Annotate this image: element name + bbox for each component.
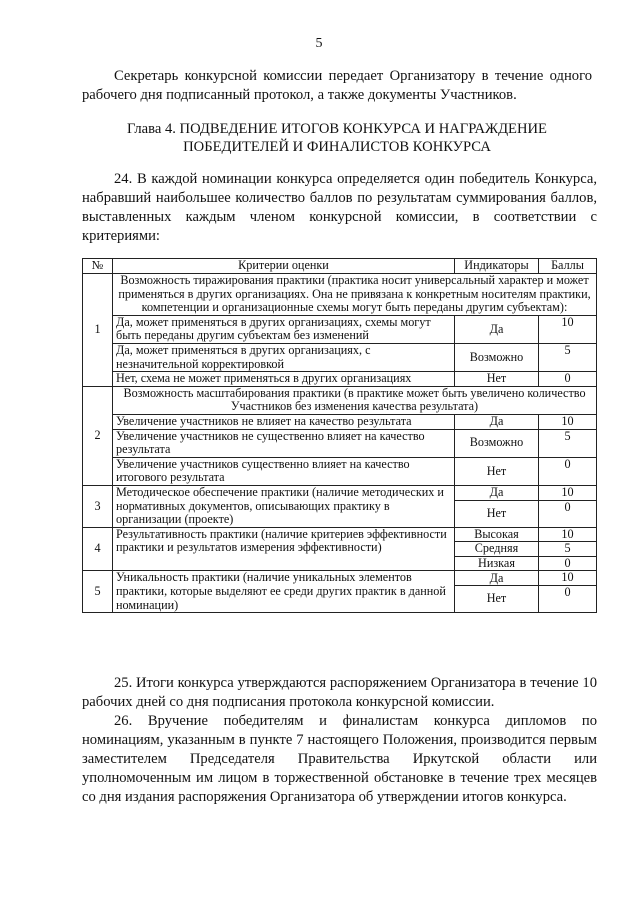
indicator-cell: Возможно	[455, 343, 539, 371]
table-header-row	[83, 259, 597, 274]
header-criteria: Критерии оценки	[113, 259, 455, 274]
criterion-text: Да, может применяться в других организациях, с незначительной корректировкой	[113, 343, 455, 371]
criterion-number: 2	[83, 386, 113, 485]
criterion-title: Возможность масштабирования практики (в практике может быть увеличено количество Участников без изменения качества результата)	[113, 386, 597, 414]
criterion-number: 3	[83, 485, 113, 527]
points-cell: 10	[539, 485, 597, 500]
table-row	[83, 343, 597, 371]
indicator-cell: Да	[455, 571, 539, 586]
points-cell: 10	[539, 414, 597, 429]
points-cell: 5	[539, 343, 597, 371]
points-cell: 0	[539, 500, 597, 527]
indicator-cell: Высокая	[455, 527, 539, 542]
table-row	[83, 372, 597, 387]
criterion-title: Возможность тиражирования практики (практика носит универсальный характер и может применяться в других организациях. Она не привязана к конкретным носителям практики, компетенции и организационные схемы могут быть переданы другим субъектам):	[113, 274, 597, 316]
chapter-heading	[82, 120, 592, 156]
points-cell: 10	[539, 571, 597, 586]
points-cell: 10	[539, 527, 597, 542]
points-cell: 0	[539, 586, 597, 613]
criterion-text: Методическое обеспечение практики (наличие методических и нормативных документов, описывающих практику в организации (проекте)	[113, 485, 455, 527]
table-row	[83, 315, 597, 343]
table-row	[83, 429, 597, 457]
points-cell: 0	[539, 556, 597, 571]
criterion-text: Увеличение участников существенно влияет на качество итогового результата	[113, 457, 455, 485]
intro-paragraph: Секретарь конкурсной комиссии передает Организатору в течение одного рабочего дня подписанный протокол, а также документы Участников.	[82, 68, 592, 103]
criterion-text: Увеличение участников не влияет на качество результата	[113, 414, 455, 429]
indicator-cell: Возможно	[455, 429, 539, 457]
indicator-cell: Да	[455, 485, 539, 500]
criterion-text: Увеличение участников не существенно влияет на качество результата	[113, 429, 455, 457]
paragraph-26: 26. Вручение победителям и финалистам конкурса дипломов по номинациям, указанным в пункте 7 настоящего Положения, производится первым заместителем Председателя Правительства Иркутской области или уполномоченным им лицом в торжественной обстановке в течение трех месяцев со дня издания распоряжения Организатора об утверждении итогов конкурса.	[82, 713, 597, 805]
points-cell: 0	[539, 457, 597, 485]
criterion-text: Результативность практики (наличие критериев эффективности практики и результатов измерения эффективности)	[113, 527, 455, 571]
indicator-cell: Нет	[455, 457, 539, 485]
points-cell: 10	[539, 315, 597, 343]
paragraph-25: 25. Итоги конкурса утверждаются распоряжением Организатора в течение 10 рабочих дней со дня подписания протокола конкурсной комиссии.	[82, 675, 597, 710]
paragraph-24: 24. В каждой номинации конкурса определяется один победитель Конкурса, набравший наибольшее количество баллов по результатам суммирования баллов, выставленных каждым членом конкурсной комиссии, в соответствии с критериями:	[82, 171, 597, 244]
criterion-number: 4	[83, 527, 113, 571]
table-row	[83, 274, 597, 316]
header-points: Баллы	[539, 259, 597, 274]
table-row	[83, 527, 597, 542]
table-row	[83, 386, 597, 414]
criterion-text: Нет, схема не может применяться в других организациях	[113, 372, 455, 387]
chapter-heading-line-1: Глава 4. ПОДВЕДЕНИЕ ИТОГОВ КОНКУРСА И НАГРАЖДЕНИЕ	[127, 121, 547, 137]
table-row	[83, 414, 597, 429]
page-number: 5	[315, 36, 323, 51]
chapter-heading-line-2: ПОБЕДИТЕЛЕЙ И ФИНАЛИСТОВ КОНКУРСА	[183, 139, 491, 155]
points-cell: 5	[539, 429, 597, 457]
criterion-number: 1	[83, 274, 113, 387]
table-row	[83, 457, 597, 485]
criterion-text: Уникальность практики (наличие уникальных элементов практики, которые выделяют ее среди других практик в данной номинации)	[113, 571, 455, 613]
indicator-cell: Нет	[455, 586, 539, 613]
criteria-table	[82, 258, 597, 613]
indicator-cell: Низкая	[455, 556, 539, 571]
indicator-cell: Да	[455, 414, 539, 429]
criterion-text: Да, может применяться в других организациях, схемы могут быть переданы другим субъектам без изменений	[113, 315, 455, 343]
points-cell: 0	[539, 372, 597, 387]
indicator-cell: Нет	[455, 500, 539, 527]
indicator-cell: Нет	[455, 372, 539, 387]
indicator-cell: Средняя	[455, 542, 539, 557]
criterion-number: 5	[83, 571, 113, 613]
header-indicators: Индикаторы	[455, 259, 539, 274]
table-row	[83, 571, 597, 586]
header-num: №	[83, 259, 113, 274]
table-row	[83, 485, 597, 500]
indicator-cell: Да	[455, 315, 539, 343]
points-cell: 5	[539, 542, 597, 557]
